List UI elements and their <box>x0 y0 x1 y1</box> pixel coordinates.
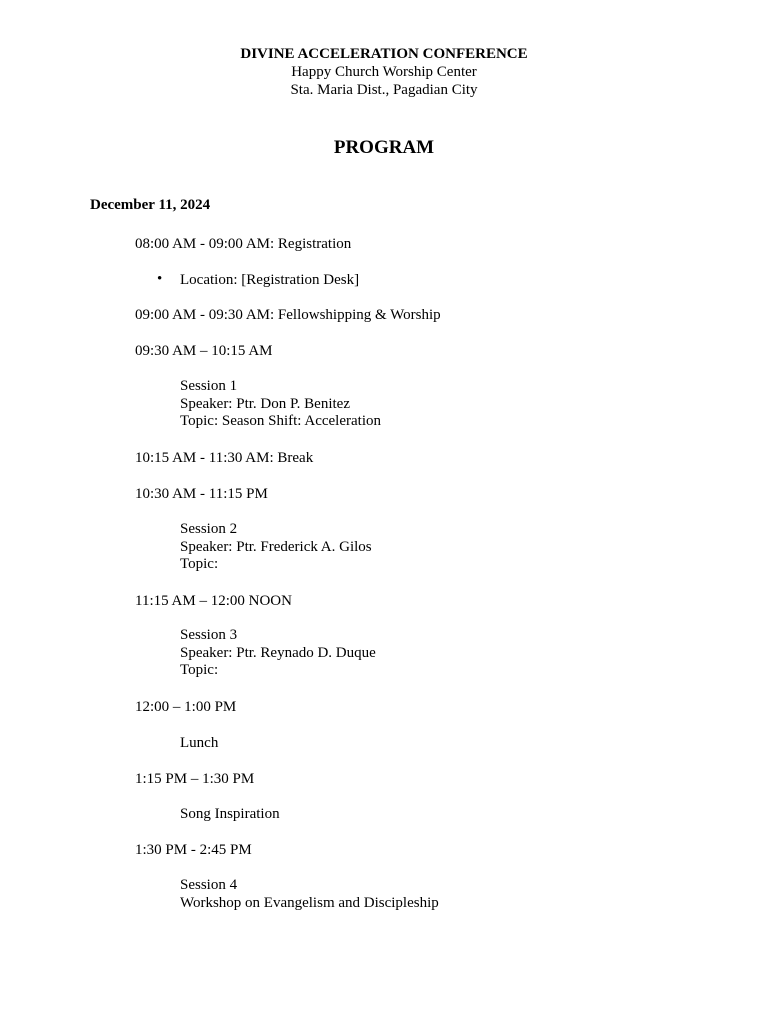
session1-speaker: Speaker: Ptr. Don P. Benitez <box>180 395 350 412</box>
bullet-icon: • <box>157 271 163 287</box>
venue-name: Happy Church Worship Center <box>291 64 477 80</box>
session4-block <box>180 877 439 912</box>
slot1-time: 09:30 AM – 10:15 AM <box>135 343 273 359</box>
registration-location: Location: [Registration Desk] <box>180 272 360 288</box>
slot2-time: 10:30 AM - 11:15 PM <box>135 486 268 502</box>
session1-block <box>180 378 381 431</box>
document-header <box>0 45 768 99</box>
fellowship-line: 09:00 AM - 09:30 AM: Fellowshipping & Worship <box>135 307 441 323</box>
session3-name: Session 3 <box>180 627 238 643</box>
session2-block <box>180 521 372 574</box>
session2-name: Session 2 <box>180 521 238 537</box>
session3-speaker: Speaker: Ptr. Reynado D. Duque <box>180 644 376 661</box>
program-heading: PROGRAM <box>333 137 435 158</box>
session4-detail: Workshop on Evangelism and Discipleship <box>180 894 439 911</box>
session1-name: Session 1 <box>180 378 238 394</box>
lunch-line: Lunch <box>180 735 219 751</box>
venue-address: Sta. Maria Dist., Pagadian City <box>290 82 478 98</box>
break-line: 10:15 AM - 11:30 AM: Break <box>135 450 314 466</box>
session3-topic: Topic: <box>180 662 219 678</box>
session4-name: Session 4 <box>180 877 238 893</box>
program-date: December 11, 2024 <box>90 197 211 213</box>
session1-topic: Topic: Season Shift: Acceleration <box>180 413 381 429</box>
slot6-time: 1:30 PM - 2:45 PM <box>135 842 252 858</box>
slot5-time: 1:15 PM – 1:30 PM <box>135 771 255 787</box>
session2-topic: Topic: <box>180 556 219 572</box>
session2-speaker: Speaker: Ptr. Frederick A. Gilos <box>180 538 372 555</box>
slot4-time: 12:00 – 1:00 PM <box>135 699 237 715</box>
conference-title: DIVINE ACCELERATION CONFERENCE <box>240 46 528 62</box>
session3-block <box>180 627 376 680</box>
song-line: Song Inspiration <box>180 806 280 822</box>
slot3-time: 11:15 AM – 12:00 NOON <box>135 593 292 609</box>
registration-line: 08:00 AM - 09:00 AM: Registration <box>135 236 352 252</box>
